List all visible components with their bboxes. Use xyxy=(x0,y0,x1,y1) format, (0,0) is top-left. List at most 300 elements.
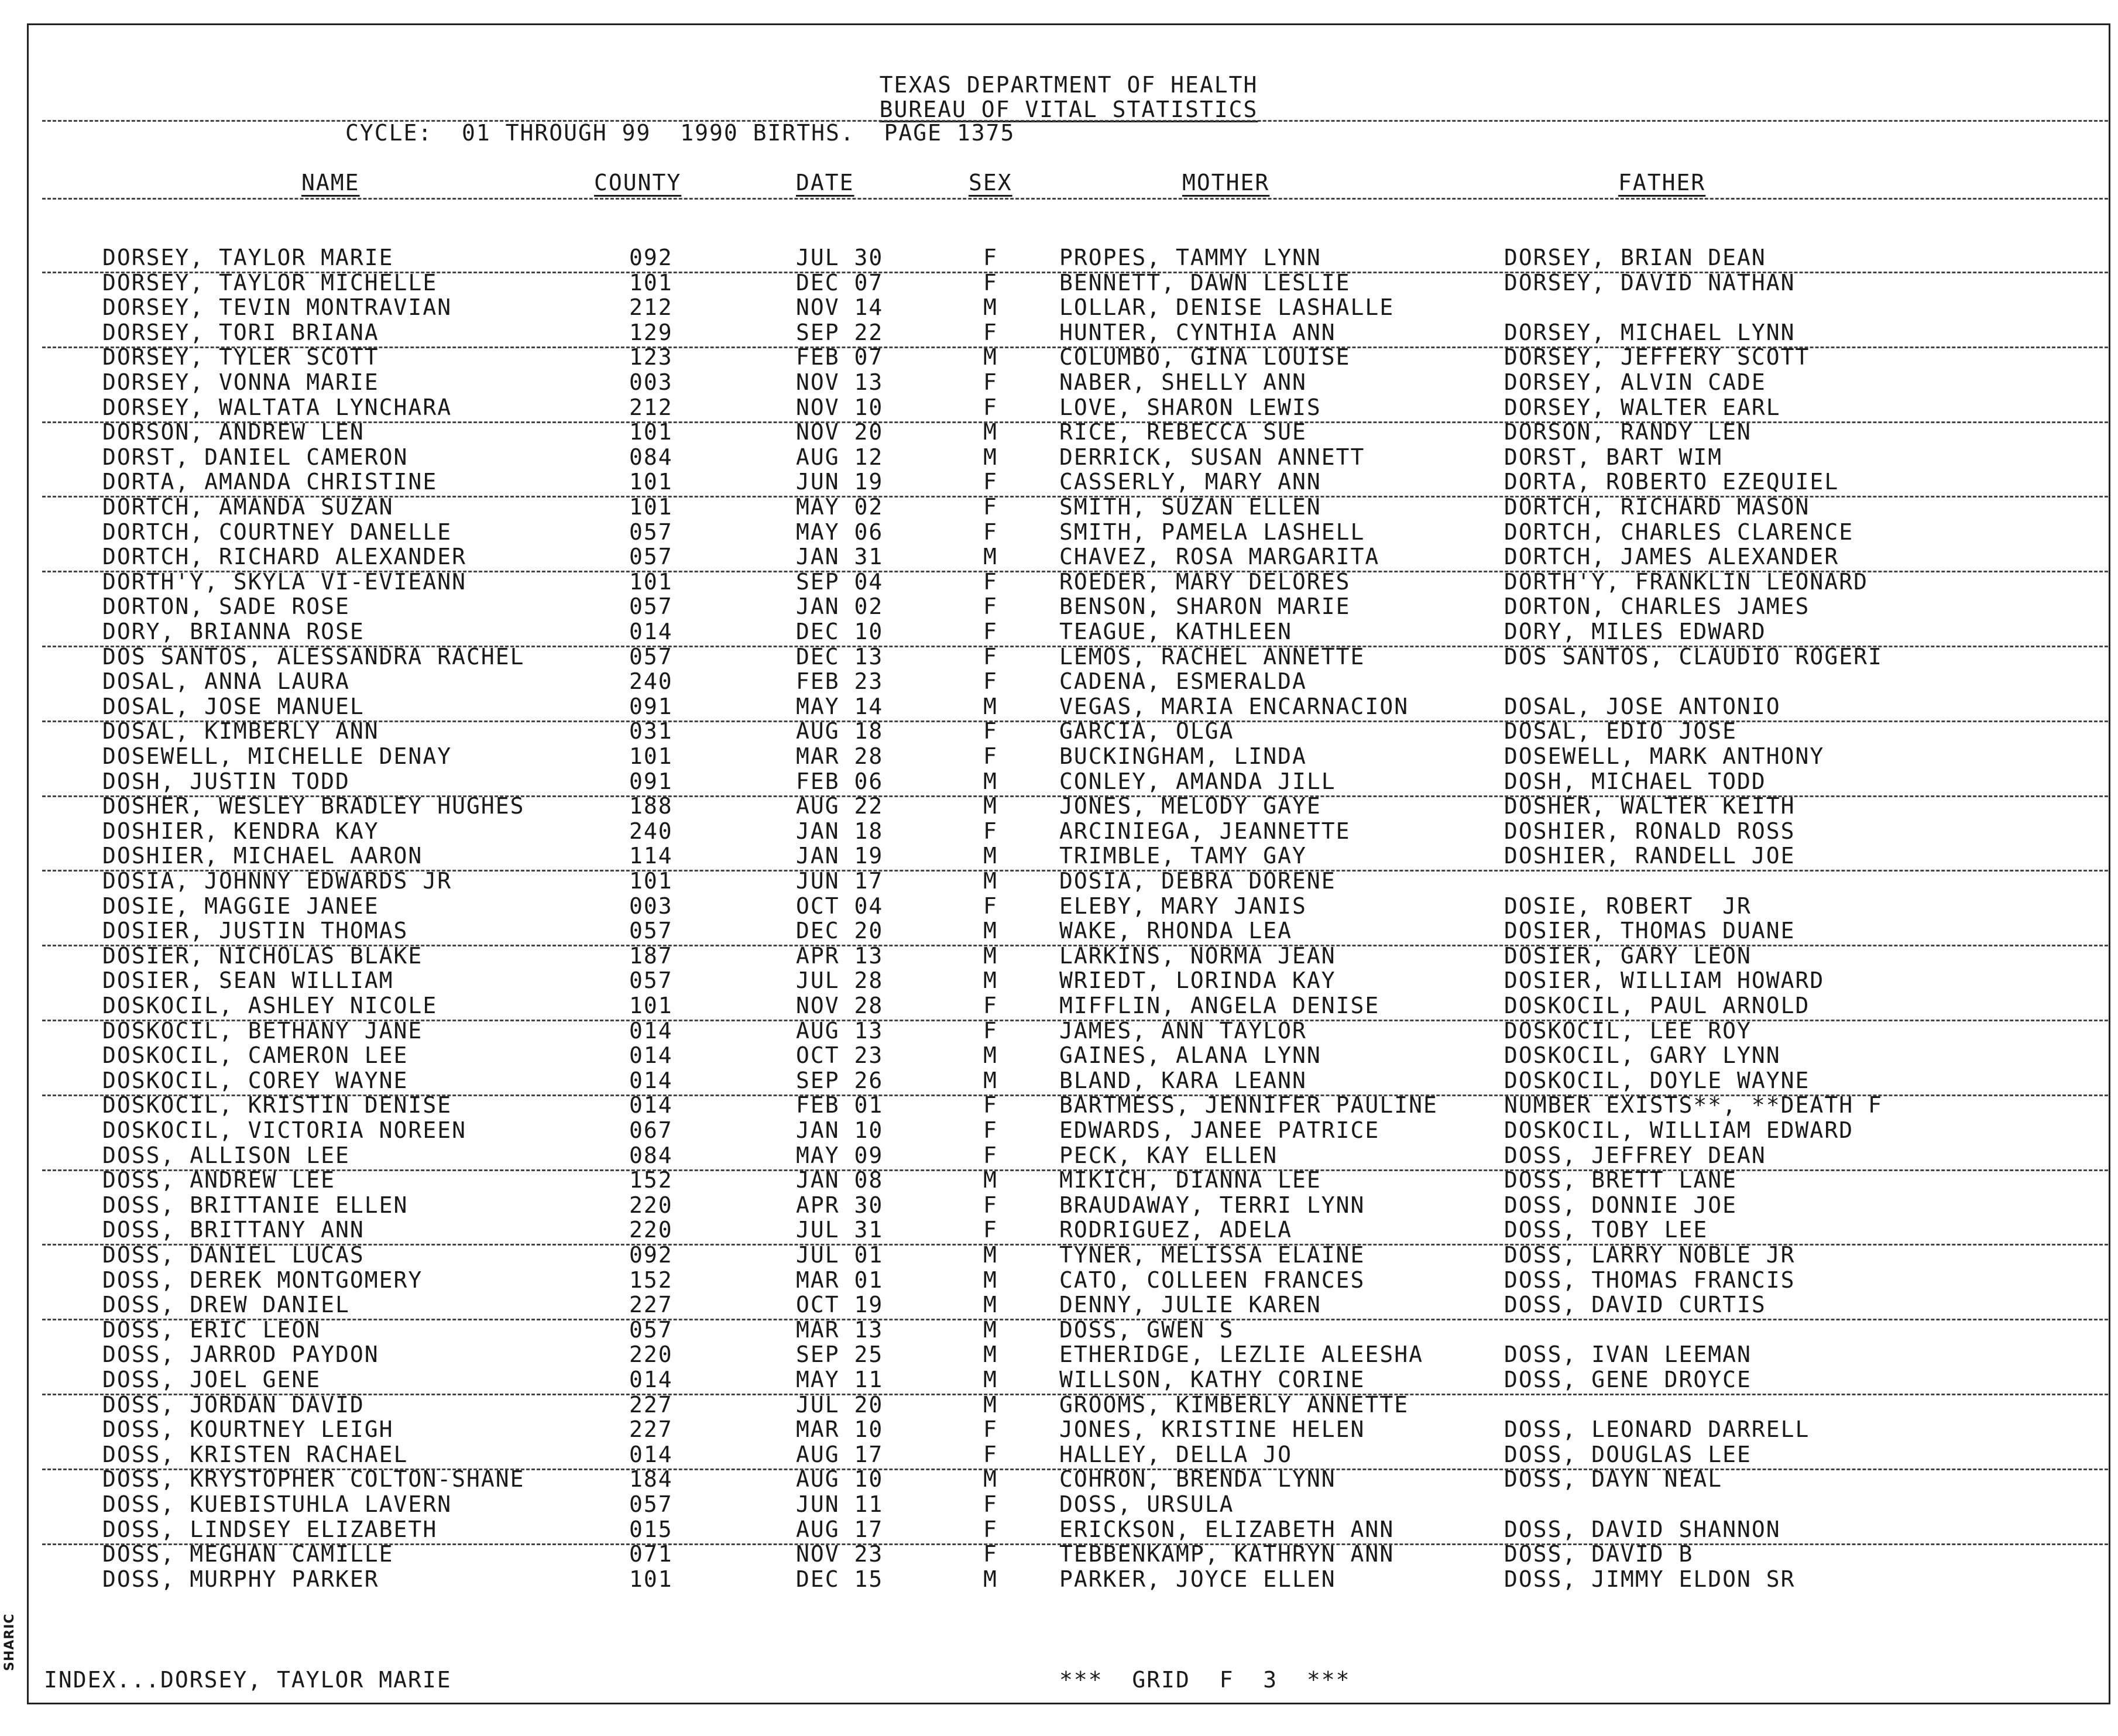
cell-sex: M xyxy=(983,1042,998,1069)
cell-county: 240 xyxy=(629,818,673,844)
cell-sex: F xyxy=(983,1441,998,1467)
cell-county: 057 xyxy=(629,544,673,570)
cycle-line: CYCLE: 01 THROUGH 99 1990 BIRTHS. PAGE 1375 xyxy=(345,120,1015,146)
cell-name: DOSAL, JOSE MANUEL xyxy=(102,693,365,719)
cell-sex: F xyxy=(983,245,998,270)
cell-date: DEC 20 xyxy=(796,918,884,944)
cell-father: DORSEY, JEFFERY SCOTT xyxy=(1504,344,1810,370)
cell-date: SEP 22 xyxy=(796,319,884,345)
cell-date: NOV 13 xyxy=(796,369,884,395)
table-row xyxy=(0,1217,2118,1242)
cell-mother: DERRICK, SUSAN ANNETT xyxy=(1059,444,1365,470)
cell-mother: PARKER, JOYCE ELLEN xyxy=(1059,1566,1336,1592)
table-row xyxy=(0,444,2118,469)
cell-sex: M xyxy=(983,793,998,819)
cell-sex: M xyxy=(983,1316,998,1343)
cell-sex: F xyxy=(983,1217,998,1243)
cell-mother: LEMOS, RACHEL ANNETTE xyxy=(1059,643,1365,670)
cell-mother: WRIEDT, LORINDA KAY xyxy=(1059,968,1336,994)
cell-date: MAY 06 xyxy=(796,519,884,545)
table-row xyxy=(0,1517,2118,1542)
cell-sex: F xyxy=(983,643,998,670)
cell-name: DORSEY, TAYLOR MARIE xyxy=(102,245,394,270)
cell-sex: F xyxy=(983,469,998,495)
table-row xyxy=(0,270,2118,295)
table-row xyxy=(0,369,2118,394)
cell-name: DOSS, KUEBISTUHLA LAVERN xyxy=(102,1491,452,1517)
side-label: SHARIC xyxy=(2,1613,17,1671)
table-row xyxy=(0,245,2118,270)
cell-sex: F xyxy=(983,1416,998,1443)
cell-county: 101 xyxy=(629,993,673,1018)
department-title: TEXAS DEPARTMENT OF HEALTH xyxy=(879,72,1258,98)
cell-date: JUL 30 xyxy=(796,245,884,270)
cell-sex: F xyxy=(983,568,998,595)
cell-mother: HALLEY, DELLA JO xyxy=(1059,1441,1293,1467)
table-row xyxy=(0,644,2118,669)
cell-father: DOSS, LEONARD DARRELL xyxy=(1504,1416,1810,1443)
cell-sex: F xyxy=(983,818,998,844)
cell-father: DOSEWELL, MARK ANTHONY xyxy=(1504,743,1825,769)
cell-father: DOSAL, EDIO JOSE xyxy=(1504,718,1738,745)
cell-date: JAN 31 xyxy=(796,544,884,570)
cell-date: AUG 22 xyxy=(796,793,884,819)
cell-name: DORTCH, RICHARD ALEXANDER xyxy=(102,544,466,570)
cell-sex: M xyxy=(983,918,998,944)
cell-name: DORY, BRIANNA ROSE xyxy=(102,619,365,644)
cell-date: AUG 17 xyxy=(796,1441,884,1467)
cell-sex: M xyxy=(983,1566,998,1592)
cell-name: DOS SANTOS, ALESSANDRA RACHEL xyxy=(102,643,525,670)
cell-name: DOSS, JOEL GENE xyxy=(102,1367,321,1392)
cell-name: DOSIER, NICHOLAS BLAKE xyxy=(102,942,423,969)
cell-date: FEB 07 xyxy=(796,344,884,370)
table-row xyxy=(0,1167,2118,1192)
table-row xyxy=(0,619,2118,644)
cell-father: DOSS, DAVID CURTIS xyxy=(1504,1292,1766,1318)
cell-name: DOSS, JORDAN DAVID xyxy=(102,1391,365,1418)
cell-mother: CONLEY, AMANDA JILL xyxy=(1059,768,1336,794)
cell-county: 091 xyxy=(629,768,673,794)
cell-name: DOSS, DREW DANIEL xyxy=(102,1292,350,1318)
cell-county: 240 xyxy=(629,668,673,695)
cell-mother: PECK, KAY ELLEN xyxy=(1059,1142,1278,1168)
cell-mother: TEBBENKAMP, KATHRYN ANN xyxy=(1059,1541,1395,1567)
cell-name: DOSHIER, MICHAEL AARON xyxy=(102,843,423,869)
cell-mother: GARCIA, OLGA xyxy=(1059,718,1234,745)
cell-name: DOSHER, WESLEY BRADLEY HUGHES xyxy=(102,793,525,819)
cell-mother: LOLLAR, DENISE LASHALLE xyxy=(1059,294,1395,321)
cell-date: JUN 17 xyxy=(796,868,884,894)
cell-name: DOSAL, KIMBERLY ANN xyxy=(102,718,379,745)
table-row xyxy=(0,993,2118,1018)
cell-county: 067 xyxy=(629,1117,673,1143)
cell-name: DORTCH, AMANDA SUZAN xyxy=(102,494,394,520)
cell-father: DOSIE, ROBERT JR xyxy=(1504,893,1752,919)
cell-sex: F xyxy=(983,743,998,769)
cell-date: MAY 11 xyxy=(796,1367,884,1392)
cell-name: DORTCH, COURTNEY DANELLE xyxy=(102,519,452,545)
cell-father: NUMBER EXISTS**, **DEATH F xyxy=(1504,1092,1883,1119)
cell-county: 101 xyxy=(629,568,673,595)
table-row xyxy=(0,1566,2118,1591)
cell-name: DOSIA, JOHNNY EDWARDS JR xyxy=(102,868,452,894)
cell-mother: CADENA, ESMERALDA xyxy=(1059,668,1307,695)
cell-father: DOSS, DAVID B xyxy=(1504,1541,1694,1567)
cell-county: 101 xyxy=(629,868,673,894)
column-header-father: FATHER xyxy=(1618,170,1706,195)
cell-date: AUG 18 xyxy=(796,718,884,745)
cell-sex: M xyxy=(983,868,998,894)
cell-father: DORSEY, DAVID NATHAN xyxy=(1504,269,1796,296)
cell-county: 187 xyxy=(629,942,673,969)
cell-date: SEP 25 xyxy=(796,1342,884,1368)
cell-county: 003 xyxy=(629,369,673,395)
cell-county: 057 xyxy=(629,593,673,620)
table-row xyxy=(0,1541,2118,1566)
table-row xyxy=(0,1192,2118,1217)
cell-date: OCT 23 xyxy=(796,1042,884,1069)
table-row xyxy=(0,1442,2118,1467)
cell-mother: CASSERLY, MARY ANN xyxy=(1059,469,1321,495)
cell-mother: RODRIGUEZ, ADELA xyxy=(1059,1217,1293,1243)
cell-sex: F xyxy=(983,319,998,345)
cell-father: DOSS, LARRY NOBLE JR xyxy=(1504,1242,1796,1268)
cell-county: 227 xyxy=(629,1292,673,1318)
cell-sex: F xyxy=(983,369,998,395)
table-row xyxy=(0,843,2118,868)
cell-mother: CHAVEZ, ROSA MARGARITA xyxy=(1059,544,1380,570)
column-header-name: NAME xyxy=(301,170,360,195)
table-row xyxy=(0,294,2118,320)
cell-county: 014 xyxy=(629,1042,673,1069)
cell-mother: COHRON, BRENDA LYNN xyxy=(1059,1466,1336,1493)
cell-sex: M xyxy=(983,843,998,869)
cell-name: DOSS, ANDREW LEE xyxy=(102,1167,336,1193)
cell-name: DORSEY, TYLER SCOTT xyxy=(102,344,379,370)
cell-father: DORY, MILES EDWARD xyxy=(1504,619,1766,644)
cell-county: 092 xyxy=(629,1242,673,1268)
cell-sex: M xyxy=(983,1391,998,1418)
cell-date: NOV 10 xyxy=(796,394,884,420)
cell-father: DOSHER, WALTER KEITH xyxy=(1504,793,1796,819)
cell-sex: F xyxy=(983,893,998,919)
cell-father: DOSS, DAVID SHANNON xyxy=(1504,1516,1781,1542)
index-footer: INDEX...DORSEY, TAYLOR MARIE xyxy=(44,1667,452,1693)
cell-mother: CATO, COLLEEN FRANCES xyxy=(1059,1267,1365,1293)
cell-mother: JAMES, ANN TAYLOR xyxy=(1059,1017,1307,1044)
cell-county: 084 xyxy=(629,1142,673,1168)
cell-name: DOSS, DEREK MONTGOMERY xyxy=(102,1267,423,1293)
cell-date: JAN 19 xyxy=(796,843,884,869)
cell-sex: F xyxy=(983,668,998,695)
cell-date: AUG 17 xyxy=(796,1516,884,1542)
cell-date: APR 13 xyxy=(796,942,884,969)
cell-sex: M xyxy=(983,1167,998,1193)
cell-father: DOSS, JIMMY ELDON SR xyxy=(1504,1566,1796,1592)
cell-name: DOSS, BRITTANIE ELLEN xyxy=(102,1192,409,1218)
cell-date: JUL 28 xyxy=(796,968,884,994)
cell-county: 014 xyxy=(629,619,673,644)
cell-sex: F xyxy=(983,619,998,644)
cell-sex: M xyxy=(983,968,998,994)
cell-name: DOSS, MURPHY PARKER xyxy=(102,1566,379,1592)
table-row xyxy=(0,918,2118,943)
cell-mother: EDWARDS, JANEE PATRICE xyxy=(1059,1117,1380,1143)
bureau-title: BUREAU OF VITAL STATISTICS xyxy=(879,97,1258,122)
cell-date: APR 30 xyxy=(796,1192,884,1218)
cell-sex: M xyxy=(983,1292,998,1318)
cell-name: DORTA, AMANDA CHRISTINE xyxy=(102,469,438,495)
cell-mother: WILLSON, KATHY CORINE xyxy=(1059,1367,1365,1392)
cell-mother: COLUMBO, GINA LOUISE xyxy=(1059,344,1351,370)
cell-sex: F xyxy=(983,1117,998,1143)
table-row xyxy=(0,569,2118,594)
table-row xyxy=(0,768,2118,794)
cell-date: DEC 15 xyxy=(796,1566,884,1592)
cell-sex: M xyxy=(983,419,998,445)
cell-father: DOSS, GENE DROYCE xyxy=(1504,1367,1752,1392)
table-row xyxy=(0,593,2118,619)
table-row xyxy=(0,718,2118,743)
cell-date: NOV 28 xyxy=(796,993,884,1018)
cell-mother: WAKE, RHONDA LEA xyxy=(1059,918,1293,944)
cell-mother: TRIMBLE, TAMY GAY xyxy=(1059,843,1307,869)
cell-name: DOSKOCIL, ASHLEY NICOLE xyxy=(102,993,438,1018)
cell-county: 101 xyxy=(629,1566,673,1592)
cell-date: NOV 23 xyxy=(796,1541,884,1567)
cell-sex: M xyxy=(983,544,998,570)
cell-sex: M xyxy=(983,1067,998,1093)
cell-name: DOSS, DANIEL LUCAS xyxy=(102,1242,365,1268)
cell-mother: ARCINIEGA, JEANNETTE xyxy=(1059,818,1351,844)
table-row xyxy=(0,968,2118,993)
cell-name: DOSS, KOURTNEY LEIGH xyxy=(102,1416,394,1443)
cell-county: 101 xyxy=(629,494,673,520)
cell-sex: M xyxy=(983,1242,998,1268)
cell-sex: M xyxy=(983,444,998,470)
cell-date: JUL 20 xyxy=(796,1391,884,1418)
cell-date: MAR 13 xyxy=(796,1316,884,1343)
cell-county: 015 xyxy=(629,1516,673,1542)
cell-date: FEB 23 xyxy=(796,668,884,695)
column-header-mother: MOTHER xyxy=(1182,170,1270,195)
table-row xyxy=(0,868,2118,893)
cell-sex: F xyxy=(983,1192,998,1218)
cell-county: 101 xyxy=(629,269,673,296)
cell-mother: GAINES, ALANA LYNN xyxy=(1059,1042,1321,1069)
table-row xyxy=(0,544,2118,569)
cell-county: 057 xyxy=(629,643,673,670)
cell-name: DORSON, ANDREW LEN xyxy=(102,419,365,445)
cell-sex: M xyxy=(983,693,998,719)
cell-date: MAR 28 xyxy=(796,743,884,769)
cell-sex: F xyxy=(983,269,998,296)
table-row xyxy=(0,494,2118,519)
cell-date: MAR 10 xyxy=(796,1416,884,1443)
cell-county: 152 xyxy=(629,1167,673,1193)
cell-sex: M xyxy=(983,1267,998,1293)
table-row xyxy=(0,743,2118,768)
cell-father: DOSKOCIL, LEE ROY xyxy=(1504,1017,1752,1044)
cell-date: MAY 14 xyxy=(796,693,884,719)
cell-name: DOSH, JUSTIN TODD xyxy=(102,768,350,794)
cell-father: DOSS, TOBY LEE xyxy=(1504,1217,1708,1243)
cell-date: JAN 08 xyxy=(796,1167,884,1193)
cell-county: 188 xyxy=(629,793,673,819)
table-row xyxy=(0,1267,2118,1292)
cell-mother: ROEDER, MARY DELORES xyxy=(1059,568,1351,595)
cell-mother: MIFFLIN, ANGELA DENISE xyxy=(1059,993,1380,1018)
cell-father: DOSKOCIL, DOYLE WAYNE xyxy=(1504,1067,1810,1093)
cell-name: DORSEY, TEVIN MONTRAVIAN xyxy=(102,294,452,321)
cell-county: 220 xyxy=(629,1342,673,1368)
cell-name: DOSS, ALLISON LEE xyxy=(102,1142,350,1168)
cell-county: 152 xyxy=(629,1267,673,1293)
cell-sex: F xyxy=(983,1092,998,1119)
cell-county: 129 xyxy=(629,319,673,345)
cell-mother: VEGAS, MARIA ENCARNACION xyxy=(1059,693,1409,719)
cell-father: DOSS, DONNIE JOE xyxy=(1504,1192,1738,1218)
cell-mother: DENNY, JULIE KAREN xyxy=(1059,1292,1321,1318)
grid-footer: *** GRID F 3 *** xyxy=(1059,1667,1351,1693)
cell-county: 101 xyxy=(629,419,673,445)
cell-father: DORTCH, CHARLES CLARENCE xyxy=(1504,519,1854,545)
table-row xyxy=(0,1367,2118,1392)
cell-county: 114 xyxy=(629,843,673,869)
cell-name: DOSS, ERIC LEON xyxy=(102,1316,321,1343)
table-row xyxy=(0,1392,2118,1417)
table-row xyxy=(0,519,2118,544)
cell-name: DOSIER, SEAN WILLIAM xyxy=(102,968,394,994)
cell-date: MAY 09 xyxy=(796,1142,884,1168)
cell-sex: F xyxy=(983,718,998,745)
cell-father: DOSKOCIL, GARY LYNN xyxy=(1504,1042,1781,1069)
table-row xyxy=(0,1342,2118,1367)
cell-date: DEC 13 xyxy=(796,643,884,670)
cell-mother: DOSIA, DEBRA DORENE xyxy=(1059,868,1336,894)
cell-date: NOV 20 xyxy=(796,419,884,445)
cell-sex: M xyxy=(983,1466,998,1493)
cell-father: DOSS, IVAN LEEMAN xyxy=(1504,1342,1752,1368)
cell-county: 101 xyxy=(629,469,673,495)
cell-father: DOSS, JEFFREY DEAN xyxy=(1504,1142,1766,1168)
cell-name: DOSS, JARROD PAYDON xyxy=(102,1342,379,1368)
table-row xyxy=(0,1292,2118,1317)
cell-county: 101 xyxy=(629,743,673,769)
cell-sex: F xyxy=(983,1491,998,1517)
cell-sex: F xyxy=(983,494,998,520)
cell-name: DOSKOCIL, COREY WAYNE xyxy=(102,1067,409,1093)
cell-mother: GROOMS, KIMBERLY ANNETTE xyxy=(1059,1391,1409,1418)
cell-mother: LOVE, SHARON LEWIS xyxy=(1059,394,1321,420)
column-header-sex: SEX xyxy=(969,170,1012,195)
cell-mother: DOSS, GWEN S xyxy=(1059,1316,1234,1343)
cell-county: 227 xyxy=(629,1416,673,1443)
cell-father: DOSIER, GARY LEON xyxy=(1504,942,1752,969)
cell-sex: M xyxy=(983,942,998,969)
cell-mother: BLAND, KARA LEANN xyxy=(1059,1067,1307,1093)
cell-name: DOSIE, MAGGIE JANEE xyxy=(102,893,379,919)
cell-name: DORST, DANIEL CAMERON xyxy=(102,444,409,470)
cell-county: 057 xyxy=(629,519,673,545)
cell-sex: F xyxy=(983,1541,998,1567)
cell-father: DORST, BART WIM xyxy=(1504,444,1723,470)
cell-mother: HUNTER, CYNTHIA ANN xyxy=(1059,319,1336,345)
cell-father: DORSON, RANDY LEN xyxy=(1504,419,1752,445)
cell-name: DOSS, KRISTEN RACHAEL xyxy=(102,1441,409,1467)
cell-sex: F xyxy=(983,993,998,1018)
cell-county: 057 xyxy=(629,1316,673,1343)
cell-county: 014 xyxy=(629,1092,673,1119)
table-row xyxy=(0,320,2118,345)
table-row xyxy=(0,469,2118,494)
cell-mother: JONES, MELODY GAYE xyxy=(1059,793,1321,819)
table-row xyxy=(0,1143,2118,1168)
cell-date: JUL 01 xyxy=(796,1242,884,1268)
cell-name: DOSKOCIL, CAMERON LEE xyxy=(102,1042,409,1069)
cell-name: DOSAL, ANNA LAURA xyxy=(102,668,350,695)
cell-name: DOSKOCIL, VICTORIA NOREEN xyxy=(102,1117,466,1143)
cell-county: 184 xyxy=(629,1466,673,1493)
cell-county: 014 xyxy=(629,1367,673,1392)
cell-sex: M xyxy=(983,768,998,794)
cell-county: 091 xyxy=(629,693,673,719)
cell-mother: TEAGUE, KATHLEEN xyxy=(1059,619,1293,644)
table-row xyxy=(0,1416,2118,1442)
cell-mother: NABER, SHELLY ANN xyxy=(1059,369,1307,395)
cell-name: DOSKOCIL, KRISTIN DENISE xyxy=(102,1092,452,1119)
cell-date: JUN 11 xyxy=(796,1491,884,1517)
table-row xyxy=(0,943,2118,968)
cell-sex: M xyxy=(983,1367,998,1392)
cell-mother: DOSS, URSULA xyxy=(1059,1491,1234,1517)
cell-county: 092 xyxy=(629,245,673,270)
cell-county: 220 xyxy=(629,1217,673,1243)
table-row xyxy=(0,1018,2118,1043)
cell-father: DOSAL, JOSE ANTONIO xyxy=(1504,693,1781,719)
cell-father: DORSEY, WALTER EARL xyxy=(1504,394,1781,420)
cell-date: AUG 12 xyxy=(796,444,884,470)
cell-father: DOSH, MICHAEL TODD xyxy=(1504,768,1766,794)
cell-date: SEP 26 xyxy=(796,1067,884,1093)
cell-father: DORSEY, ALVIN CADE xyxy=(1504,369,1766,395)
cell-father: DOSIER, THOMAS DUANE xyxy=(1504,918,1796,944)
table-row xyxy=(0,1242,2118,1267)
cell-date: OCT 04 xyxy=(796,893,884,919)
cell-date: JAN 02 xyxy=(796,593,884,620)
cell-mother: SMITH, SUZAN ELLEN xyxy=(1059,494,1321,520)
cell-name: DOSKOCIL, BETHANY JANE xyxy=(102,1017,423,1044)
cell-county: 014 xyxy=(629,1067,673,1093)
cell-mother: SMITH, PAMELA LASHELL xyxy=(1059,519,1365,545)
cell-father: DORTCH, RICHARD MASON xyxy=(1504,494,1810,520)
cell-county: 057 xyxy=(629,1491,673,1517)
cell-name: DORSEY, WALTATA LYNCHARA xyxy=(102,394,452,420)
table-row xyxy=(0,1092,2118,1117)
cell-date: DEC 10 xyxy=(796,619,884,644)
cell-date: DEC 07 xyxy=(796,269,884,296)
table-row xyxy=(0,1317,2118,1342)
cell-father: DOSS, THOMAS FRANCIS xyxy=(1504,1267,1796,1293)
cell-date: AUG 13 xyxy=(796,1017,884,1044)
cell-father: DOSIER, WILLIAM HOWARD xyxy=(1504,968,1825,994)
cell-county: 220 xyxy=(629,1192,673,1218)
cell-date: JUL 31 xyxy=(796,1217,884,1243)
cell-mother: BRAUDAWAY, TERRI LYNN xyxy=(1059,1192,1365,1218)
table-row xyxy=(0,1491,2118,1517)
cell-mother: BENNETT, DAWN LESLIE xyxy=(1059,269,1351,296)
